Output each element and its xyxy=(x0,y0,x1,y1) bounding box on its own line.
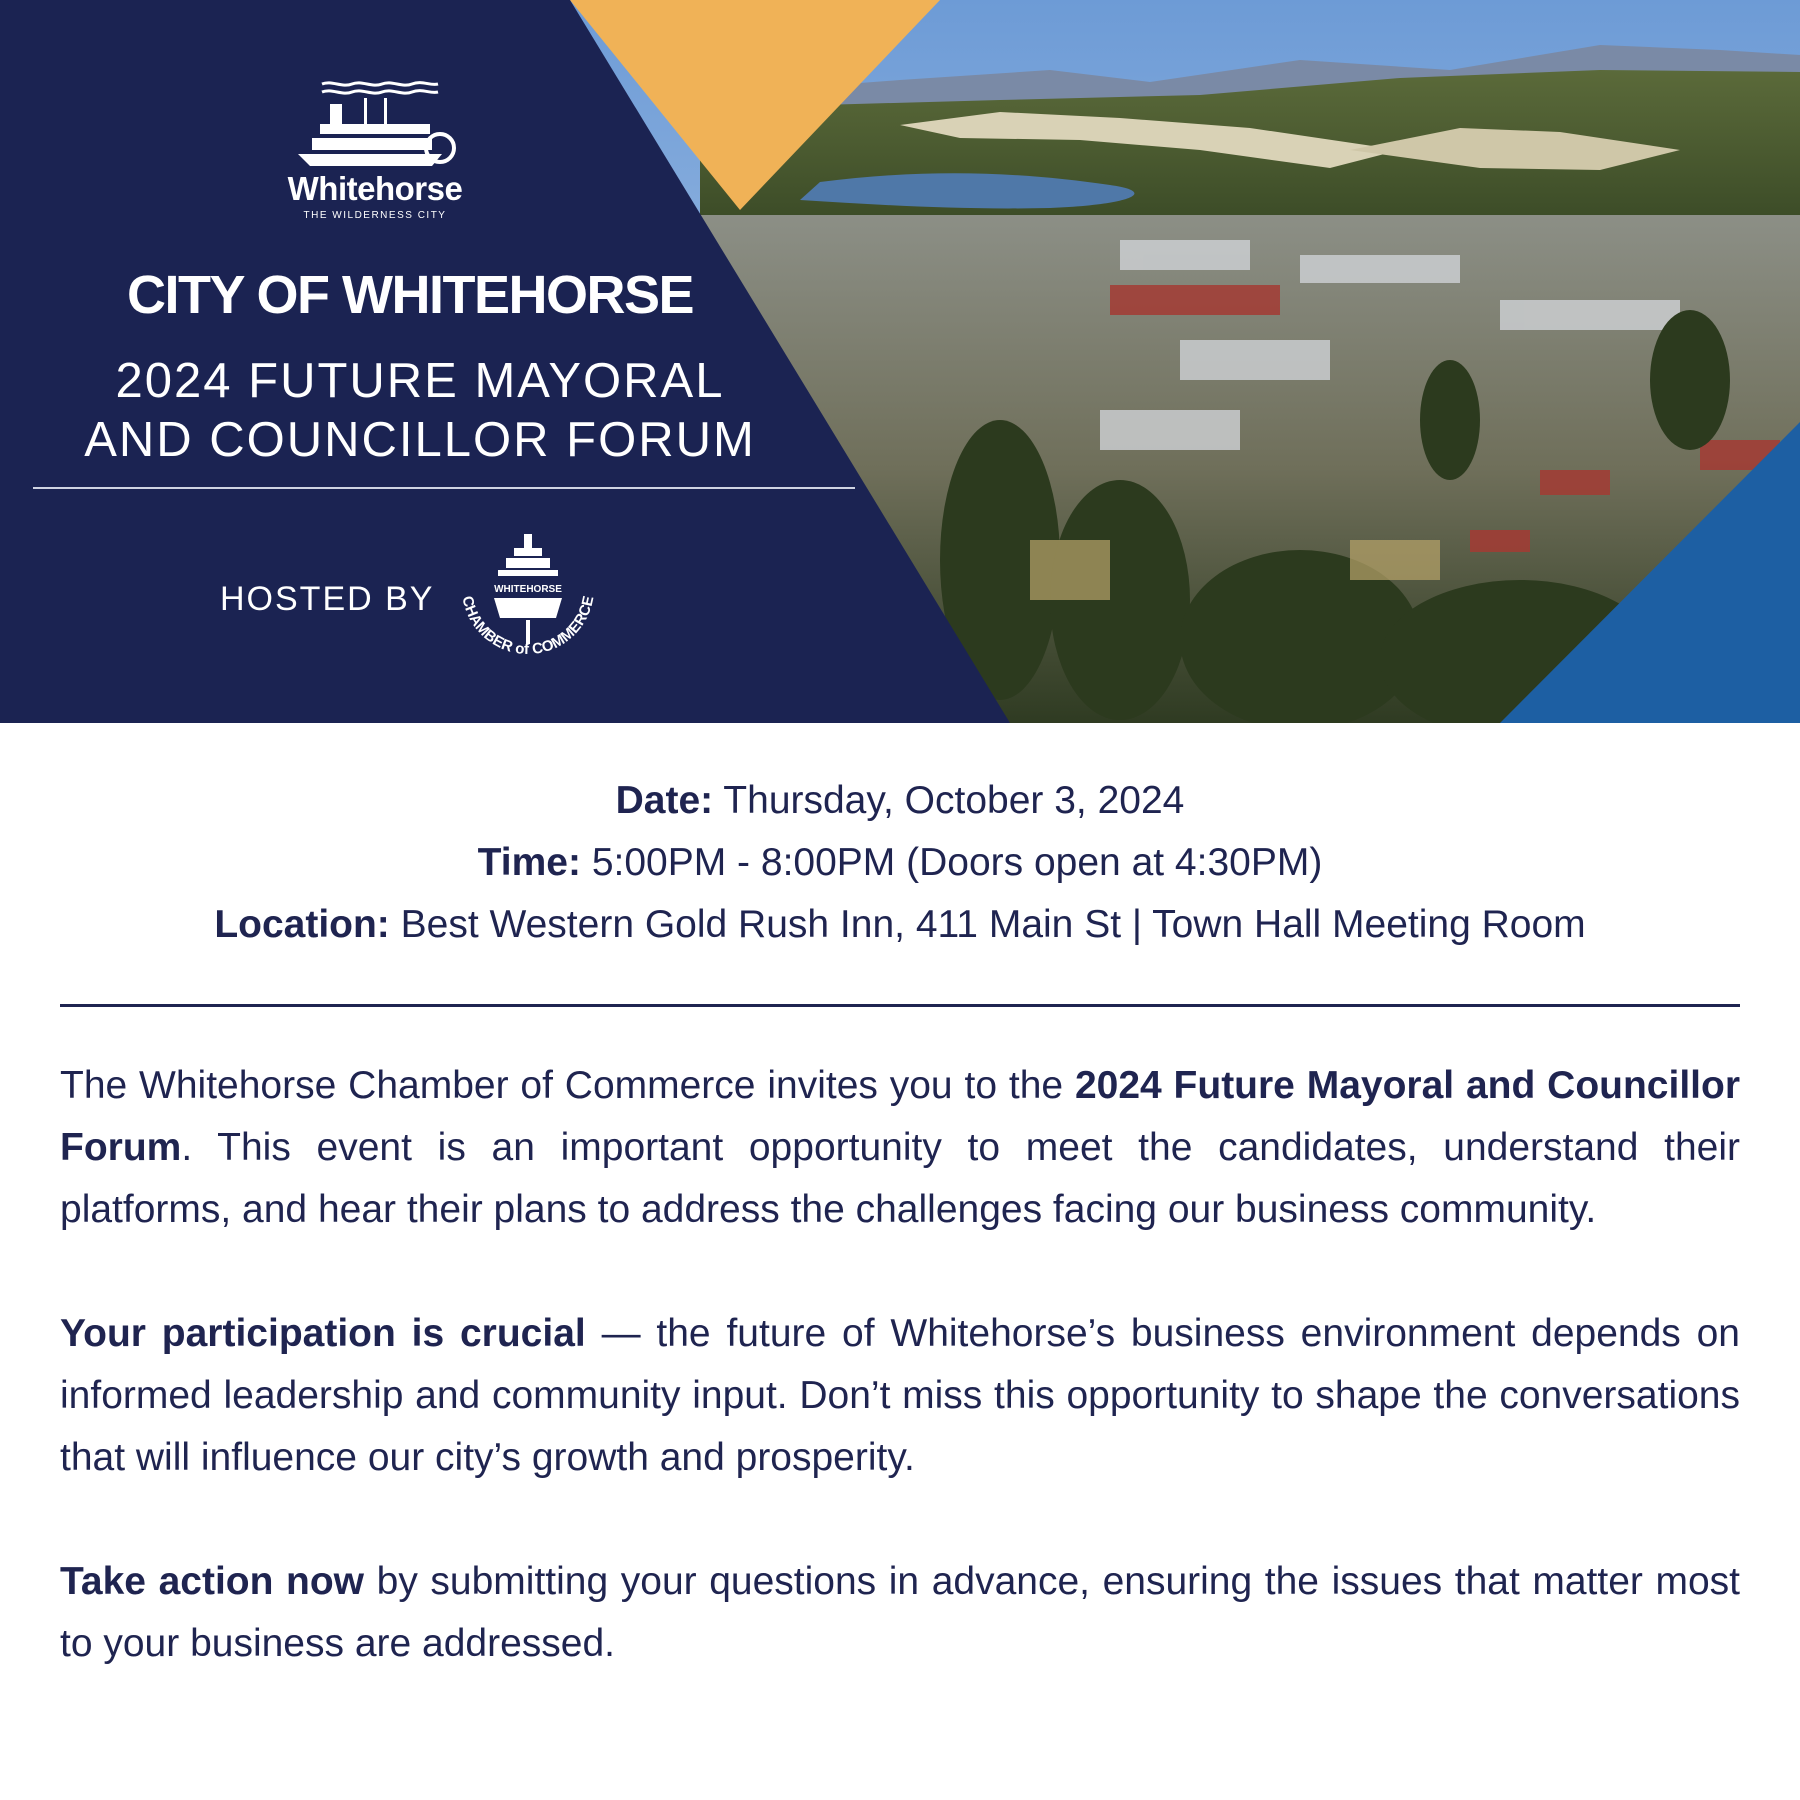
paragraph-invitation xyxy=(60,1055,1740,1241)
p1-text-2: . This event is an important opportunity to meet the candidates, understand their platforms, and hear their plans to address the challenges facing our business community. xyxy=(60,1126,1740,1231)
p1-text: The Whitehorse Chamber of Commerce invites you to the xyxy=(60,1064,1075,1107)
chamber-logo-arc: CHAMBER of COMMERCE xyxy=(458,594,598,659)
header-banner xyxy=(0,0,1800,723)
city-title: CITY OF WHITEHORSE xyxy=(126,265,694,325)
p2-text: — the future of Whitehorse’s business environment depends on informed leadership and community input. Don’t miss this opportunity to shape the conversations that will influence our city’s growth and prosperity. xyxy=(60,1312,1740,1479)
forum-title-line-1: 2024 FUTURE MAYORAL xyxy=(115,354,725,408)
p1-bold: 2024 Future Mayoral and Councillor Forum xyxy=(60,1064,1740,1169)
banner-divider xyxy=(33,487,855,489)
body-text xyxy=(60,1055,1740,1675)
whitehorse-wordmark: Whitehorse xyxy=(287,170,463,207)
chamber-logo-top: WHITEHORSE xyxy=(494,584,562,595)
p3-text: by submitting your questions in advance, ensuring the issues that matter most to your business are addressed. xyxy=(60,1560,1741,1665)
p2-bold: Your participation is crucial xyxy=(60,1312,586,1355)
forum-title-line-2: AND COUNCILLOR FORUM xyxy=(84,413,756,467)
whitehorse-tagline: THE WILDERNESS CITY xyxy=(303,210,447,221)
blue-triangle xyxy=(1500,422,1800,723)
time-label: Time: xyxy=(477,841,581,884)
time-row xyxy=(0,832,1800,894)
location-row xyxy=(0,894,1800,956)
date-value: Thursday, October 3, 2024 xyxy=(713,779,1185,822)
date-row xyxy=(0,770,1800,832)
date-label: Date: xyxy=(615,779,714,822)
whitehorse-logo xyxy=(262,78,488,228)
location-label: Location: xyxy=(214,903,390,946)
p3-bold: Take action now xyxy=(60,1560,365,1603)
time-value: 5:00PM - 8:00PM (Doors open at 4:30PM) xyxy=(580,841,1323,884)
section-divider xyxy=(60,1004,1740,1007)
chamber-ship-icon xyxy=(448,528,608,688)
hosted-by-label: HOSTED BY xyxy=(220,580,435,618)
location-value: Best Western Gold Rush Inn, 411 Main St | Town Hall Meeting Room xyxy=(389,903,1586,946)
paragraph-participation xyxy=(60,1303,1740,1489)
event-details xyxy=(0,770,1800,956)
paragraph-call-to-action xyxy=(60,1551,1740,1675)
forum-title xyxy=(0,352,840,470)
chamber-of-commerce-logo xyxy=(448,528,608,688)
